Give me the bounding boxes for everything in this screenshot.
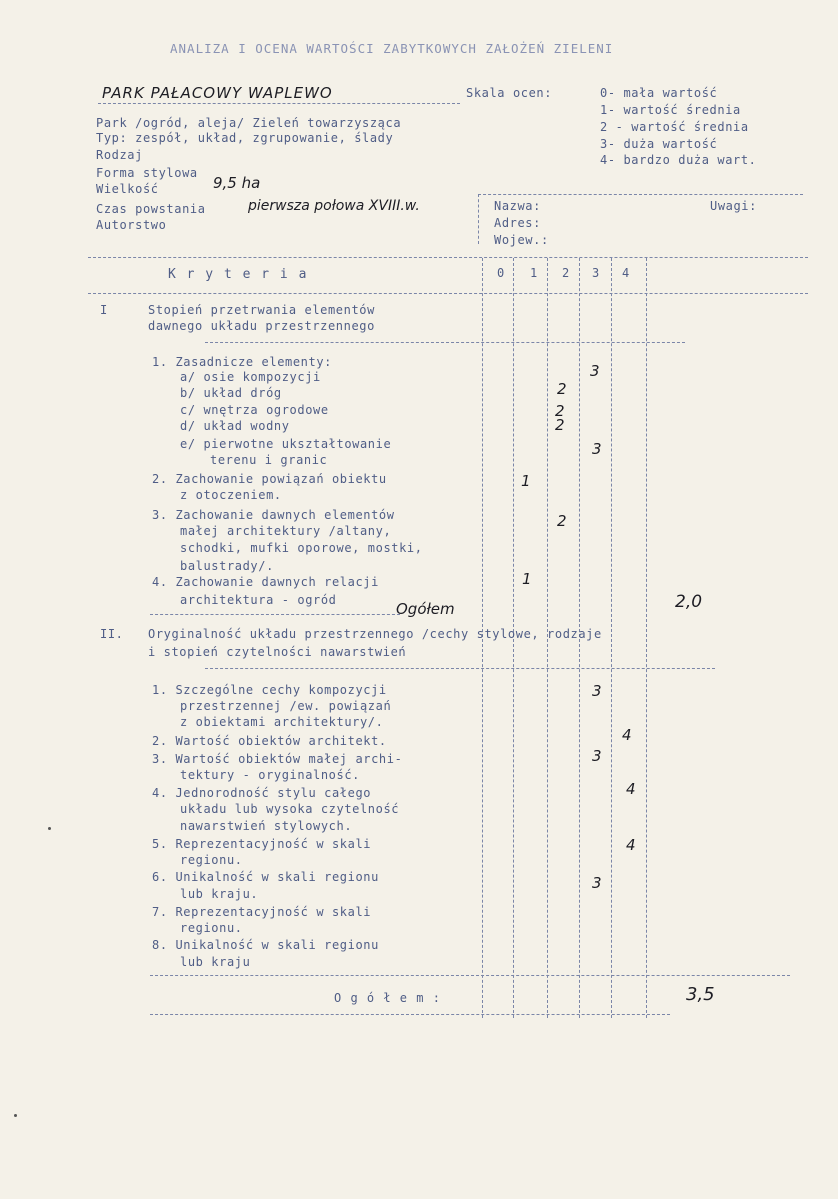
rule-criteria-top — [88, 257, 808, 258]
s1-score-7: 1 — [521, 472, 531, 490]
remarks-label: Uwagi: — [710, 199, 757, 213]
s2-item-4: 3. Wartość obiektów małej archi- — [152, 752, 403, 766]
s1-score-0: 3 — [590, 362, 600, 380]
score-head-4: 4 — [622, 266, 630, 280]
s2-item-7: układu lub wysoka czytelność — [180, 802, 400, 816]
s2-score-0: 3 — [592, 682, 602, 700]
s1-total-value: 2,0 — [675, 592, 703, 612]
scale-label: Skala ocen: — [466, 86, 553, 100]
section2-title-1: i stopień czytelności nawarstwień — [148, 645, 407, 659]
rule-criteria-bottom — [88, 293, 808, 294]
s2-total-value: 3,5 — [686, 984, 715, 1005]
criteria-label: K r y t e r i a — [168, 267, 308, 282]
scale-item-0: 0- mała wartość — [600, 86, 718, 100]
rule-bottom — [150, 1014, 670, 1015]
s2-total-label: O g ó ł e m : — [334, 991, 441, 1005]
header-line-5-label: Wielkość — [96, 182, 159, 196]
section1-title-0: Stopień przetrwania elementów — [148, 303, 375, 317]
creation-time-value: pierwsza połowa XVIII.w. — [248, 198, 420, 214]
s1-score-13: 1 — [522, 570, 532, 588]
s1-item-14: architektura - ogród — [180, 593, 337, 607]
header-line-4: Forma stylowa — [96, 166, 198, 180]
s1-score-5: 3 — [592, 440, 602, 458]
score-head-3: 3 — [592, 266, 600, 280]
s2-item-1: przestrzennej /ew. powiązań — [180, 699, 392, 713]
s2-item-6: 4. Jednorodność stylu całego — [152, 786, 372, 800]
header-line-6-label: Czas powstania — [96, 202, 206, 216]
s2-score-11: 3 — [592, 874, 602, 892]
s1-item-2: b/ układ dróg — [180, 386, 282, 400]
margin-dot-1 — [14, 1114, 17, 1117]
margin-dot-2 — [48, 827, 51, 830]
s1-item-7: 2. Zachowanie powiązań obiektu — [152, 472, 387, 486]
s1-item-3: c/ wnętrza ogrodowe — [180, 403, 329, 417]
s1-total-label: Ogółem — [396, 600, 455, 618]
rule-section1-sub — [205, 342, 685, 343]
s2-item-15: 8. Unikalność w skali regionu — [152, 938, 379, 952]
section1-title-1: dawnego układu przestrzennego — [148, 319, 375, 333]
s2-score-9: 4 — [626, 836, 636, 854]
s2-item-3: 2. Wartość obiektów architekt. — [152, 734, 387, 748]
scale-item-3: 3- duża wartość — [600, 137, 718, 151]
s2-item-5: tektury - oryginalność. — [180, 768, 360, 782]
score-head-1: 1 — [530, 266, 538, 280]
s2-item-2: z obiektami architektury/. — [180, 715, 384, 729]
s1-item-13: 4. Zachowanie dawnych relacji — [152, 575, 379, 589]
s2-item-0: 1. Szczególne cechy kompozycji — [152, 683, 387, 697]
s2-item-16: lub kraju — [180, 955, 251, 969]
s2-item-14: regionu. — [180, 921, 243, 935]
rule-section2-sub — [205, 668, 715, 669]
rule-section2-end — [150, 975, 790, 976]
score-head-2: 2 — [562, 266, 570, 280]
section2-title-0: Oryginalność układu przestrzennego /cechy stylowe, rodzaje — [148, 627, 602, 641]
s2-item-13: 7. Reprezentacyjność w skali — [152, 905, 372, 919]
s2-item-11: 6. Unikalność w skali regionu — [152, 870, 379, 884]
s2-item-8: nawarstwień stylowych. — [180, 819, 353, 833]
rule-namebox-left — [478, 194, 479, 244]
rule-namebox-top — [478, 194, 803, 195]
header-line-1: Park /ogród, aleja/ Zieleń towarzysząca — [96, 116, 402, 130]
s1-score-10: 2 — [557, 512, 567, 530]
header-line-7: Autorstwo — [96, 218, 167, 232]
name-col-0: Nazwa: — [494, 199, 541, 213]
s2-item-9: 5. Reprezentacyjność w skali — [152, 837, 372, 851]
s1-item-8: z otoczeniem. — [180, 488, 282, 502]
scale-item-1: 1- wartość średnia — [600, 103, 741, 117]
section1-num: I — [100, 303, 108, 317]
s1-score-4: 2 — [555, 416, 565, 434]
s1-item-6: terenu i granic — [210, 453, 328, 467]
s1-item-9: 3. Zachowanie dawnych elementów — [152, 508, 395, 522]
scale-item-4: 4- bardzo duża wart. — [600, 153, 757, 167]
s1-item-4: d/ układ wodny — [180, 419, 290, 433]
col-line-5 — [646, 258, 647, 1018]
park-name-underline — [98, 103, 460, 104]
s1-score-2: 2 — [557, 380, 567, 398]
s2-score-6: 4 — [626, 780, 636, 798]
page-title: ANALIZA I OCENA WARTOŚCI ZABYTKOWYCH ZAŁOŻEŃ ZIELENI — [170, 41, 614, 56]
name-col-2: Wojew.: — [494, 233, 549, 247]
s1-score-3: 2 — [555, 402, 565, 420]
s2-score-3: 4 — [622, 726, 632, 744]
score-head-0: 0 — [497, 266, 505, 280]
s1-item-1: a/ osie kompozycji — [180, 370, 321, 384]
col-line-4 — [611, 258, 612, 1018]
park-name: PARK PAŁACOWY WAPLEWO — [102, 84, 333, 102]
s1-item-10: małej architektury /altany, — [180, 524, 392, 538]
s1-item-11: schodki, mufki oporowe, mostki, — [180, 541, 423, 555]
s2-item-12: lub kraju. — [180, 887, 259, 901]
section2-num: II. — [100, 627, 124, 641]
s1-item-0: 1. Zasadnicze elementy: — [152, 355, 332, 369]
s2-item-10: regionu. — [180, 853, 243, 867]
scale-item-2: 2 - wartość średnia — [600, 120, 749, 134]
header-line-2: Typ: zespół, układ, zgrupowanie, ślady — [96, 131, 394, 145]
name-col-1: Adres: — [494, 216, 541, 230]
s1-item-12: balustrady/. — [180, 559, 274, 573]
s1-item-5: e/ pierwotne ukształtowanie — [180, 437, 392, 451]
rule-section1-end — [150, 614, 400, 615]
s2-score-4: 3 — [592, 747, 602, 765]
header-line-3: Rodzaj — [96, 148, 143, 162]
size-value: 9,5 ha — [213, 174, 261, 192]
